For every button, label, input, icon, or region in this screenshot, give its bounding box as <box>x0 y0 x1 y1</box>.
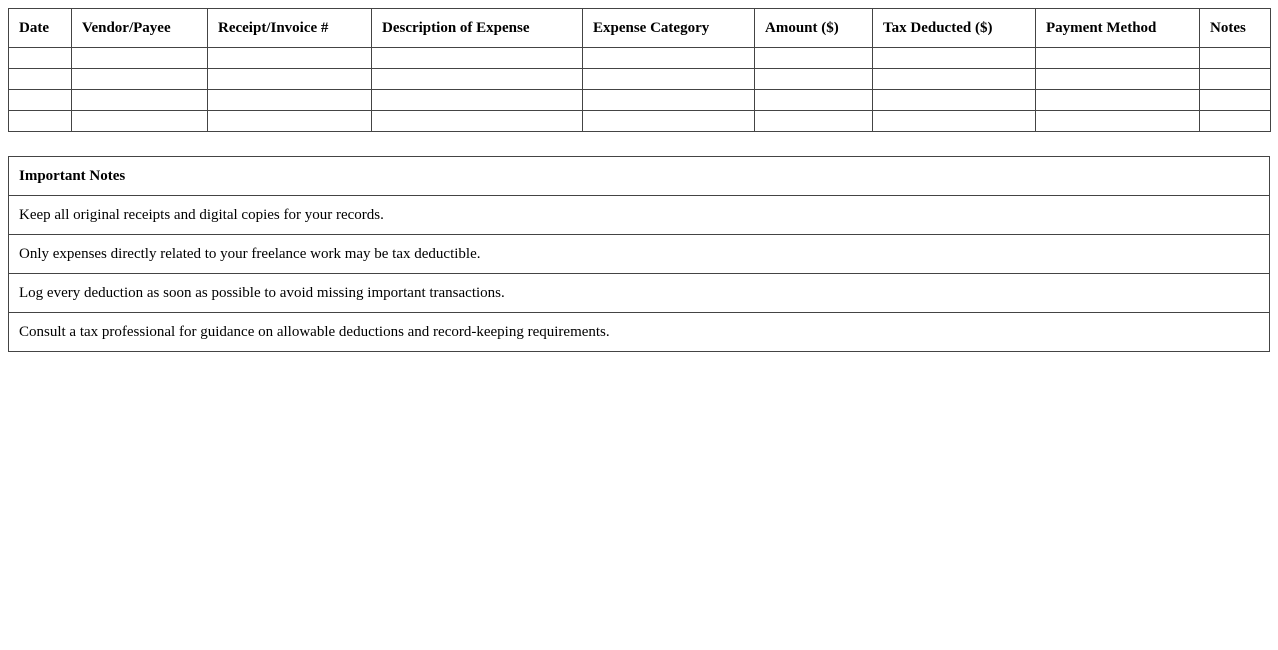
note-item: Consult a tax professional for guidance on allowable deductions and record-keeping requirements. <box>9 313 1270 352</box>
table-cell[interactable] <box>873 69 1036 90</box>
column-header-amount: Amount ($) <box>755 9 873 48</box>
table-row <box>9 90 1271 111</box>
table-cell[interactable] <box>873 111 1036 132</box>
table-cell[interactable] <box>208 69 372 90</box>
table-cell[interactable] <box>1200 48 1271 69</box>
table-cell[interactable] <box>9 90 72 111</box>
important-notes-table <box>8 156 1270 352</box>
table-cell[interactable] <box>9 69 72 90</box>
table-cell[interactable] <box>72 90 208 111</box>
note-row <box>9 313 1270 352</box>
note-item: Only expenses directly related to your freelance work may be tax deductible. <box>9 235 1270 274</box>
table-row <box>9 69 1271 90</box>
table-header-row <box>9 9 1271 48</box>
column-header-vendor-payee: Vendor/Payee <box>72 9 208 48</box>
table-row <box>9 48 1271 69</box>
note-item: Log every deduction as soon as possible to avoid missing important transactions. <box>9 274 1270 313</box>
note-item: Keep all original receipts and digital copies for your records. <box>9 196 1270 235</box>
table-row <box>9 111 1271 132</box>
table-cell[interactable] <box>372 90 583 111</box>
table-cell[interactable] <box>72 111 208 132</box>
column-header-notes: Notes <box>1200 9 1271 48</box>
table-cell[interactable] <box>583 69 755 90</box>
column-header-date: Date <box>9 9 72 48</box>
table-cell[interactable] <box>72 48 208 69</box>
table-cell[interactable] <box>9 111 72 132</box>
table-cell[interactable] <box>755 69 873 90</box>
table-cell[interactable] <box>1036 111 1200 132</box>
column-header-description: Description of Expense <box>372 9 583 48</box>
table-cell[interactable] <box>1036 90 1200 111</box>
table-cell[interactable] <box>755 111 873 132</box>
table-cell[interactable] <box>755 48 873 69</box>
table-cell[interactable] <box>72 69 208 90</box>
table-cell[interactable] <box>208 90 372 111</box>
column-header-tax-deducted: Tax Deducted ($) <box>873 9 1036 48</box>
expense-log-table <box>8 8 1271 132</box>
note-row <box>9 196 1270 235</box>
table-cell[interactable] <box>1036 69 1200 90</box>
table-cell[interactable] <box>583 90 755 111</box>
column-header-receipt-invoice: Receipt/Invoice # <box>208 9 372 48</box>
table-cell[interactable] <box>873 90 1036 111</box>
notes-header-row <box>9 157 1270 196</box>
note-row <box>9 274 1270 313</box>
table-cell[interactable] <box>1200 90 1271 111</box>
column-header-payment-method: Payment Method <box>1036 9 1200 48</box>
column-header-expense-category: Expense Category <box>583 9 755 48</box>
table-cell[interactable] <box>873 48 1036 69</box>
table-cell[interactable] <box>1036 48 1200 69</box>
table-cell[interactable] <box>1200 111 1271 132</box>
note-row <box>9 235 1270 274</box>
table-cell[interactable] <box>1200 69 1271 90</box>
table-cell[interactable] <box>372 111 583 132</box>
table-cell[interactable] <box>208 48 372 69</box>
table-cell[interactable] <box>9 48 72 69</box>
table-cell[interactable] <box>583 111 755 132</box>
table-cell[interactable] <box>208 111 372 132</box>
table-cell[interactable] <box>372 48 583 69</box>
table-cell[interactable] <box>372 69 583 90</box>
table-cell[interactable] <box>583 48 755 69</box>
table-cell[interactable] <box>755 90 873 111</box>
important-notes-title: Important Notes <box>9 157 1270 196</box>
